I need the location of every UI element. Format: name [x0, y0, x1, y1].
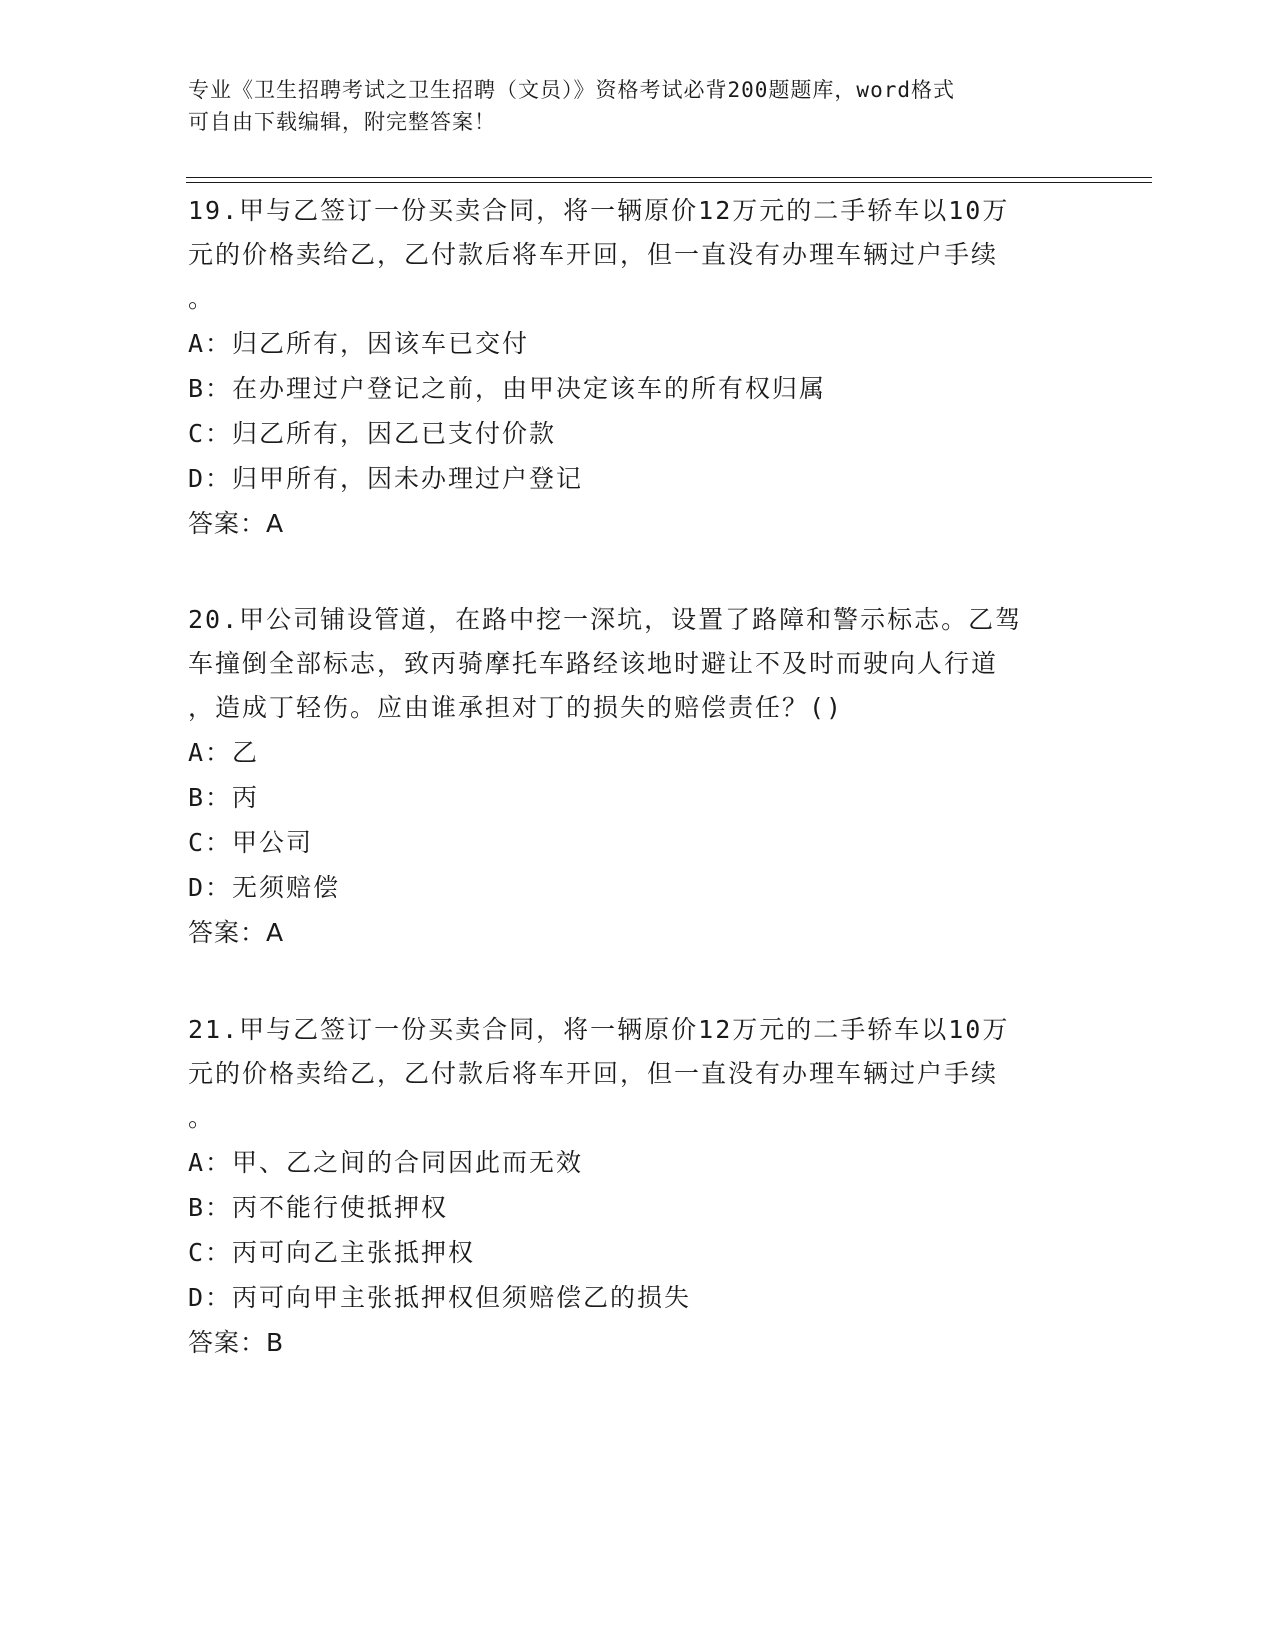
option-d: D：归甲所有，因未办理过户登记: [188, 464, 584, 493]
answer: 答案：A: [188, 509, 285, 538]
option-d: D：丙可向甲主张抵押权但须赔偿乙的损失: [188, 1283, 692, 1312]
option-b: B：丙不能行使抵押权: [188, 1193, 449, 1222]
question-stem-line: ，造成丁轻伤。应由谁承担对丁的损失的赔偿责任？(): [188, 693, 844, 722]
question-stem-line: 。: [188, 284, 216, 313]
question-stem-line: 。: [188, 1103, 216, 1132]
question-stem-line: 20.甲公司铺设管道，在路中挖一深坑，设置了路障和警示标志。乙驾: [188, 605, 1023, 634]
header-divider-top: [186, 177, 1152, 178]
option-a: A：归乙所有，因该车已交付: [188, 329, 530, 358]
document-header: [188, 74, 1068, 138]
header-line-2: 可自由下载编辑，附完整答案！: [188, 110, 496, 134]
question-stem-line: 车撞倒全部标志，致丙骑摩托车路经该地时避让不及时而驶向人行道: [188, 649, 999, 678]
option-c: C：丙可向乙主张抵押权: [188, 1238, 476, 1267]
option-c: C：归乙所有，因乙已支付价款: [188, 419, 557, 448]
question-stem-line: 19.甲与乙签订一份买卖合同，将一辆原价12万元的二手轿车以10万: [188, 196, 1010, 225]
option-b: B：丙: [188, 783, 260, 812]
answer: 答案：A: [188, 918, 285, 947]
question-19: [188, 189, 1088, 547]
question-stem-line: 元的价格卖给乙，乙付款后将车开回，但一直没有办理车辆过户手续: [188, 1059, 999, 1088]
question-21: [188, 1008, 1088, 1366]
option-d: D：无须赔偿: [188, 873, 341, 902]
option-b: B：在办理过户登记之前，由甲决定该车的所有权归属: [188, 374, 827, 403]
option-a: A：甲、乙之间的合同因此而无效: [188, 1148, 584, 1177]
answer: 答案：B: [188, 1328, 285, 1357]
option-a: A：乙: [188, 738, 260, 767]
question-stem-line: 21.甲与乙签订一份买卖合同，将一辆原价12万元的二手轿车以10万: [188, 1015, 1010, 1044]
question-20: [188, 598, 1088, 956]
header-divider-bottom: [186, 182, 1152, 183]
option-c: C：甲公司: [188, 828, 314, 857]
question-stem-line: 元的价格卖给乙，乙付款后将车开回，但一直没有办理车辆过户手续: [188, 240, 999, 269]
header-line-1: 专业《卫生招聘考试之卫生招聘（文员）》资格考试必背200题题库，word格式: [188, 78, 955, 102]
